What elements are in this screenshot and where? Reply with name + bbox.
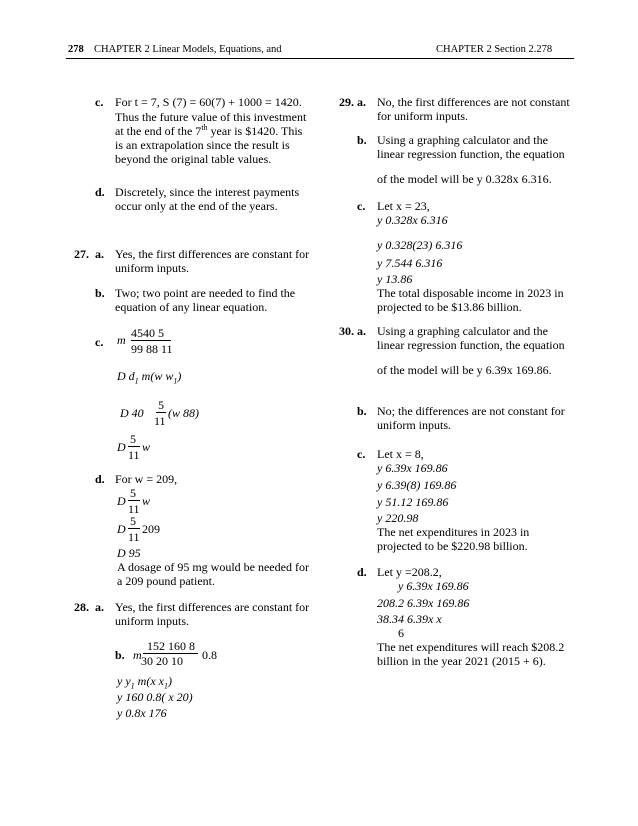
p29c-line: projected to be $13.86 billion. [377, 300, 522, 314]
p27b-label: b. [95, 286, 105, 300]
problem-30-number: 30. [339, 324, 354, 338]
p30d-equation: 208.2 6.39x 169.86 [377, 596, 470, 610]
p29a-line: for uniform inputs. [377, 109, 468, 123]
p30c-line: The net expenditures in 2023 in [377, 525, 530, 539]
p28b-label: b. [115, 648, 125, 662]
part-d-line: occur only at the end of the years. [115, 199, 278, 213]
p30b-label: b. [357, 404, 367, 418]
p30c-equation: y 220.98 [377, 511, 419, 525]
fraction-bar [128, 446, 140, 447]
fraction-numerator: 5 [130, 486, 136, 500]
point-slope-equation: D $d_1$ m(w $w_1$) [117, 369, 182, 386]
p30a-label: a. [357, 324, 366, 338]
fraction-bar [186, 653, 198, 654]
equation-rhs: (w 88) [168, 406, 199, 420]
fraction-numerator: 5 [130, 514, 136, 528]
p29c-equation: y 0.328(23) 6.316 [377, 238, 463, 252]
part-c-line: beyond the original table values. [115, 152, 272, 166]
variable: w [142, 440, 151, 454]
p30d-line: Let y =208.2, [377, 565, 442, 579]
p29b-line: Using a graphing calculator and the [377, 133, 548, 147]
p30b-line: No; the differences are not constant for [377, 404, 565, 418]
part-d-line: Discretely, since the interest payments [115, 185, 300, 199]
equation-lhs: D [117, 440, 126, 454]
fraction-bar [128, 528, 140, 529]
p29c-equation: y 0.328x 6.316 [377, 213, 448, 227]
p27c-label: c. [95, 335, 104, 349]
p30c-line: Let x = 8, [377, 447, 424, 461]
equation-lhs: D [117, 494, 126, 508]
variable: w [142, 494, 151, 508]
slope-numerator: 152 160 8 [147, 639, 195, 653]
slope-denominator: 99 88 11 [131, 342, 173, 356]
p30c-line: projected to be $220.98 billion. [377, 539, 528, 553]
p27b-line: Two; two point are needed to find the [115, 286, 296, 300]
p30b-line: uniform inputs. [377, 418, 451, 432]
running-title-left: CHAPTER 2 Linear Models, Equations, and [94, 44, 282, 55]
page-number: 278 [68, 44, 84, 55]
equation-lhs: D 40 [120, 406, 144, 420]
p30d-line: The net expenditures will reach $208.2 [377, 640, 565, 654]
p27d-label: d. [95, 472, 105, 486]
p29c-equation: y 13.86 [377, 272, 413, 286]
header-rule [66, 58, 574, 59]
part-c-label: c. [95, 95, 104, 109]
problem-28-number: 28. [74, 600, 89, 614]
p30c-equation: y 6.39(8) 169.86 [377, 478, 457, 492]
fraction-bar [156, 412, 166, 413]
p29c-equation: y 7.544 6.316 [377, 256, 443, 270]
p27b-line: equation of any linear equation. [115, 300, 268, 314]
p29c-line: The total disposable income in 2023 in [377, 286, 564, 300]
result: D 95 [117, 546, 141, 560]
slope-numerator: 4540 5 [131, 326, 164, 340]
p29a-label: a. [357, 95, 366, 109]
p27d-line: a 209 pound patient. [117, 574, 215, 588]
p29b-line: of the model will be y 0.328x 6.316. [377, 172, 552, 186]
fraction-bar [128, 500, 140, 501]
p30d-equation: 38.34 6.39x x [377, 612, 442, 626]
slope-value: 0.8 [202, 648, 217, 662]
p30d-equation: y 6.39x 169.86 [398, 579, 469, 593]
slope-symbol: m [117, 333, 126, 347]
p30a-line: of the model will be y 6.39x 169.86. [377, 363, 552, 377]
p29b-label: b. [357, 133, 367, 147]
part-c-line: at the end of the 7th year is $1420. This [115, 123, 303, 138]
slope-denominator: 30 20 10 [141, 654, 183, 668]
part-d-label: d. [95, 185, 105, 199]
fraction-denominator: 11 [154, 414, 166, 428]
p27a-line: uniform inputs. [115, 261, 189, 275]
p27a-line: Yes, the first differences are constant for [115, 247, 310, 261]
p30d-equation: 6 [398, 626, 404, 640]
p30a-line: Using a graphing calculator and the [377, 324, 548, 338]
problem-29-number: 29. [339, 95, 354, 109]
p28a-label: a. [95, 600, 104, 614]
p30d-line: billion in the year 2021 (2015 + 6). [377, 654, 546, 668]
p29c-line: Let x = 23, [377, 199, 430, 213]
value: 209 [142, 522, 160, 536]
p30c-equation: y 6.39x 169.86 [377, 461, 448, 475]
fraction-denominator: 11 [128, 502, 140, 516]
p29a-line: No, the first differences are not constant [377, 95, 570, 109]
fraction-denominator: 11 [128, 530, 140, 544]
problem-27-number: 27. [74, 247, 89, 261]
equation-line: y 160 0.8( x 20) [117, 690, 193, 704]
part-c-equation: For t = 7, S (7) = 60(7) + 1000 = 1420. [115, 95, 302, 109]
p30c-label: c. [357, 447, 366, 461]
fraction-bar [161, 340, 171, 341]
p27d-line: For w = 209, [115, 472, 178, 486]
p28a-line: Yes, the first differences are constant for [115, 600, 310, 614]
equation-lhs: D [117, 522, 126, 536]
p28a-line: uniform inputs. [115, 614, 189, 628]
p29c-label: c. [357, 199, 366, 213]
p30a-line: linear regression function, the equation [377, 338, 565, 352]
p27a-label: a. [95, 247, 104, 261]
running-title-right: CHAPTER 2 Section 2.278 [436, 44, 553, 55]
p30c-equation: y 51.12 169.86 [377, 495, 449, 509]
fraction-numerator: 5 [158, 398, 164, 412]
part-c-line: is an extrapolation since the result is [115, 138, 290, 152]
point-slope-equation: y $y_1$ m(x $x_1$) [117, 674, 172, 691]
p30d-label: d. [357, 565, 367, 579]
part-c-line: Thus the future value of this investment [115, 110, 307, 124]
equation-line: y 0.8x 176 [117, 706, 167, 720]
p27d-line: A dosage of 95 mg would be needed for [117, 560, 309, 574]
fraction-numerator: 5 [130, 432, 136, 446]
slope-symbol: m [133, 648, 142, 662]
p29b-line: linear regression function, the equation [377, 147, 565, 161]
fraction-denominator: 11 [128, 448, 140, 462]
